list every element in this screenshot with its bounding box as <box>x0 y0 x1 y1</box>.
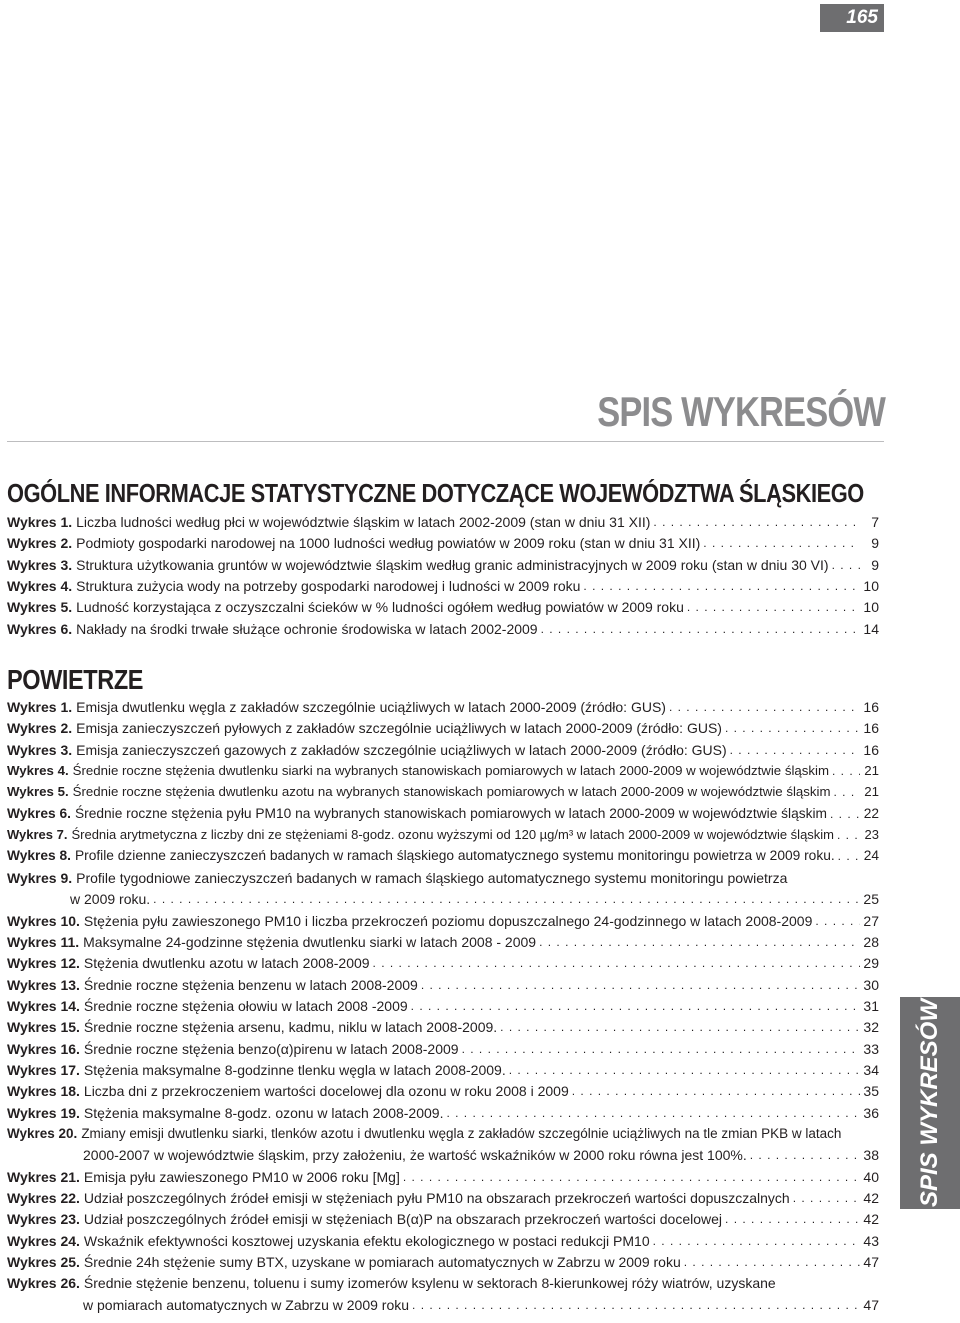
entry-label: Wykres 20. <box>7 1126 78 1141</box>
entry-title: Średnie roczne stężenia dwutlenku azotu na wybranych stanowiskach pomiarowych w latach 2000-2009 w województwie śląskim <box>72 784 831 800</box>
section-heading: POWIETRZE <box>7 664 144 695</box>
entry-title: Stężenia maksymalne 8-godz. ozonu w latach 2008-2009. <box>83 1104 444 1121</box>
entry-title-continuation: w pomiarach automatycznych w Zabrzu w 2009 roku <box>83 1296 410 1313</box>
title-divider <box>7 441 884 442</box>
entry-label: Wykres 2. <box>7 535 73 552</box>
entry-label: Wykres 4. <box>7 763 69 779</box>
entry-label: Wykres 12. <box>7 955 80 972</box>
entry-page-number[interactable]: 40 <box>863 1168 879 1185</box>
entry-title: Profile tygodniowe zanieczyszczeń badanych w ramach śląskiego automatycznego systemu monitoringu powietrza <box>76 869 788 886</box>
toc-entry[interactable] <box>7 740 879 760</box>
dot-leader <box>412 1295 860 1315</box>
entry-page-number[interactable]: 36 <box>863 1104 879 1121</box>
toc-entry[interactable] <box>7 597 879 617</box>
toc-entry[interactable] <box>7 1081 879 1101</box>
entry-title: Udział poszczególnych źródeł emisji w stężeniach B(α)P na obszarach przekroczeń wartości docelowej <box>83 1211 723 1228</box>
dot-leader <box>838 846 860 866</box>
entry-label: Wykres 16. <box>7 1040 80 1057</box>
toc-entry[interactable] <box>7 804 879 824</box>
entry-label: Wykres 3. <box>7 741 73 758</box>
entry-title: Średnie roczne stężenia benzo(α)pirenu w latach 2008-2009 <box>83 1040 459 1057</box>
entry-page-number[interactable]: 16 <box>863 699 879 715</box>
entry-label: Wykres 10. <box>7 912 80 929</box>
entry-page-number[interactable]: 42 <box>863 1190 879 1207</box>
toc-entry[interactable] <box>7 825 879 845</box>
toc-entry-continuation[interactable] <box>70 889 879 909</box>
entry-label: Wykres 5. <box>7 599 73 616</box>
toc-entry[interactable] <box>7 718 879 738</box>
entry-page-number[interactable]: 9 <box>871 535 879 552</box>
dot-leader <box>403 1167 860 1187</box>
entry-page-number[interactable]: 14 <box>863 620 879 637</box>
page-number: 165 <box>820 4 884 32</box>
toc-entry[interactable] <box>7 1017 879 1037</box>
entry-page-number[interactable]: 23 <box>864 827 879 843</box>
dot-leader <box>421 975 860 995</box>
toc-entry[interactable] <box>7 996 879 1016</box>
toc-entry[interactable] <box>7 1273 879 1293</box>
entry-label: Wykres 8. <box>7 848 71 864</box>
toc-entry[interactable] <box>7 533 879 553</box>
dot-leader <box>725 718 860 738</box>
entry-title: Emisja pyłu zawieszonego PM10 w 2006 roku [Mg] <box>83 1168 400 1185</box>
entry-title: Liczba dni z przekroczeniem wartości docelowej dla ozonu w roku 2008 i 2009 <box>83 1083 569 1100</box>
toc-entry-continuation[interactable] <box>83 1145 879 1165</box>
dot-leader <box>653 512 860 532</box>
entry-title: Średnie stężenie benzenu, toluenu i sumy izomerów ksylenu w sektorach 8-kierunkowej róży wiatrów, uzyskane <box>83 1275 776 1292</box>
toc-entry[interactable] <box>7 975 879 995</box>
entry-label: Wykres 22. <box>7 1190 80 1207</box>
entry-label: Wykres 3. <box>7 556 73 573</box>
entry-title: Struktura zużycia wody na potrzeby gospodarki narodowej i ludności w 2009 roku <box>76 578 581 595</box>
entry-page-number[interactable]: 38 <box>863 1147 879 1164</box>
entry-title: Podmioty gospodarki narodowej na 1000 ludności według powiatów w 2009 roku (stan w dniu 31 XII) <box>76 535 701 552</box>
entry-page-number[interactable]: 47 <box>863 1254 879 1271</box>
dot-leader <box>541 619 860 639</box>
entry-page-number[interactable]: 10 <box>863 578 879 595</box>
entry-page-number[interactable]: 21 <box>864 784 879 800</box>
toc-entry[interactable] <box>7 1209 879 1229</box>
dot-leader <box>446 1103 860 1123</box>
entry-label: Wykres 9. <box>7 869 73 886</box>
dot-leader <box>684 1252 860 1272</box>
toc-entry[interactable] <box>7 868 879 888</box>
entry-label: Wykres 25. <box>7 1254 80 1271</box>
entry-label: Wykres 26. <box>7 1275 80 1292</box>
dot-leader <box>462 1039 860 1059</box>
entry-page-number[interactable]: 29 <box>863 955 879 972</box>
entry-page-number[interactable]: 21 <box>864 763 879 779</box>
toc-entry[interactable] <box>7 846 879 866</box>
toc-entry[interactable] <box>7 1039 879 1059</box>
dot-leader <box>373 953 860 973</box>
entry-title: Emisja zanieczyszczeń gazowych z zakładów szczególnie uciążliwych w latach 2000-2009 (źródło: GUS) <box>76 741 727 758</box>
entry-title: Emisja dwutlenku węgla z zakładów szczególnie uciążliwych w latach 2000-2009 (źródło: GUS) <box>76 699 666 715</box>
entry-label: Wykres 19. <box>7 1104 80 1121</box>
toc-entry[interactable] <box>7 1167 879 1187</box>
dot-leader <box>669 697 860 717</box>
entry-label: Wykres 23. <box>7 1211 80 1228</box>
dot-leader <box>832 761 860 781</box>
toc-entry[interactable] <box>7 1252 879 1272</box>
entry-page-number[interactable]: 16 <box>863 741 879 758</box>
entry-page-number[interactable]: 43 <box>863 1232 879 1249</box>
entry-page-number[interactable]: 16 <box>863 720 879 737</box>
entry-label: Wykres 1. <box>7 514 73 530</box>
entry-title: Udział poszczególnych źródeł emisji w stężeniach pyłu PM10 na obszarach przekroczeń wartości dopuszczalnych <box>83 1190 790 1207</box>
toc-entry[interactable] <box>7 512 879 532</box>
entry-page-number[interactable]: 27 <box>863 912 879 929</box>
dot-leader <box>500 1017 860 1037</box>
entry-label: Wykres 13. <box>7 976 80 993</box>
entry-label: Wykres 7. <box>7 827 68 843</box>
page-title: SPIS WYKRESÓW <box>597 388 885 435</box>
dot-leader <box>815 911 860 931</box>
entry-page-number[interactable]: 32 <box>863 1019 879 1036</box>
entry-label: Wykres 15. <box>7 1019 80 1036</box>
entry-page-number[interactable]: 30 <box>863 976 879 993</box>
entry-label: Wykres 1. <box>7 699 73 715</box>
entry-title: Średnie roczne stężenia pyłu PM10 na wybranych stanowiskach pomiarowych w latach 2000-2009 w województwie śląskim <box>74 805 828 821</box>
dot-leader <box>703 533 860 553</box>
side-tab-label: SPIS WYKRESÓW <box>916 998 943 1208</box>
entry-page-number[interactable]: 9 <box>871 556 879 573</box>
dot-leader <box>730 740 860 760</box>
dot-leader <box>793 1188 860 1208</box>
entry-label: Wykres 2. <box>7 720 73 737</box>
dot-leader <box>653 1231 860 1251</box>
entry-page-number[interactable]: 34 <box>863 1061 879 1078</box>
entry-label: Wykres 24. <box>7 1232 80 1249</box>
entry-title: Stężenia maksymalne 8-godzinne tlenku węgla w latach 2008-2009. <box>83 1061 506 1078</box>
dot-leader <box>411 996 860 1016</box>
entry-title: Liczba ludności według płci w województwie śląskim w latach 2002-2009 (stan w dniu 31 XII) <box>76 514 651 530</box>
section-heading: OGÓLNE INFORMACJE STATYSTYCZNE DOTYCZĄCE WOJEWÓDZTWA ŚLĄSKIEGO <box>7 478 864 508</box>
toc-entry[interactable] <box>7 911 879 931</box>
toc-entry[interactable] <box>7 619 879 639</box>
toc-entry[interactable] <box>7 1060 879 1080</box>
entry-label: Wykres 6. <box>7 620 73 637</box>
entry-page-number[interactable]: 28 <box>863 933 879 950</box>
dot-leader <box>834 782 861 802</box>
entry-title: Nakłady na środki trwałe służące ochronie środowiska w latach 2002-2009 <box>76 620 538 637</box>
entry-label: Wykres 5. <box>7 784 69 800</box>
dot-leader <box>687 597 860 617</box>
entry-label: Wykres 18. <box>7 1083 80 1100</box>
entry-title: Zmiany emisji dwutlenku siarki, tlenków azotu i dwutlenku węgla z zakładów szczególnie uciążliwych na tle zmian PKB w latach <box>81 1126 842 1141</box>
entry-title: Profile dzienne zanieczyszczeń badanych w ramach śląskiego automatycznego systemu monitoringu powietrza w 2009 roku. <box>74 848 835 864</box>
entry-title: Średnia arytmetyczna z liczby dni ze stężeniami 8-godz. ozonu wyższymi od 120 µg/m³ w latach 2000-2009 w województwie śląskim <box>71 827 835 843</box>
entry-title: Stężenia pyłu zawieszonego PM10 i liczba przekroczeń poziomu dopuszczalnego 24-godzinnego w latach 2008-2009 <box>83 912 813 929</box>
entry-title: Średnie roczne stężenia ołowiu w latach 2008 -2009 <box>83 997 408 1014</box>
entry-title: Średnie roczne stężenia arsenu, kadmu, niklu w latach 2008-2009. <box>83 1019 498 1036</box>
entry-page-number[interactable]: 24 <box>863 848 879 864</box>
entry-title: Średnie roczne stężenia benzenu w latach 2008-2009 <box>83 976 418 993</box>
entry-page-number[interactable]: 33 <box>863 1040 879 1057</box>
entry-label: Wykres 6. <box>7 805 71 821</box>
entry-title: Emisja zanieczyszczeń pyłowych z zakładów szczególnie uciążliwych w latach 2000-2009 (źródło: GUS) <box>76 720 722 737</box>
entry-title: Ludność korzystająca z oczyszczalni ścieków w % ludności ogółem według powiatów w 2009 roku <box>76 599 684 616</box>
entry-label: Wykres 4. <box>7 578 73 595</box>
toc-entry[interactable] <box>7 1103 879 1123</box>
toc-entry[interactable] <box>7 953 879 973</box>
entry-page-number[interactable]: 22 <box>863 805 879 821</box>
entry-title-continuation: w 2009 roku. <box>70 891 151 908</box>
toc-entry[interactable] <box>7 1124 879 1144</box>
toc-entry[interactable] <box>7 761 879 781</box>
toc-entry[interactable] <box>7 782 879 802</box>
entry-title: Struktura użytkowania gruntów w województwie śląskim według granic administracyjnych w 2009 roku (stan w dniu 30 VI) <box>76 556 829 573</box>
toc-entry[interactable] <box>7 555 879 575</box>
entry-title: Wskaźnik efektywności kosztowej uzyskania efektu ekologicznego w postaci redukcji PM10 <box>83 1232 650 1249</box>
entry-title-continuation: 2000-2007 w województwie śląskim, przy założeniu, że wartość wskaźników w 2000 roku równa jest 100%. <box>83 1147 747 1164</box>
entry-title: Stężenia dwutlenku azotu w latach 2008-2009 <box>83 955 370 972</box>
entry-page-number[interactable]: 25 <box>863 891 879 908</box>
dot-leader <box>509 1060 860 1080</box>
entry-page-number[interactable]: 7 <box>871 514 879 530</box>
dot-leader <box>153 889 860 909</box>
entry-label: Wykres 11. <box>7 933 80 950</box>
dot-leader <box>837 825 860 845</box>
toc-entry-continuation[interactable] <box>83 1295 879 1315</box>
entry-label: Wykres 21. <box>7 1168 80 1185</box>
entry-title: Maksymalne 24-godzinne stężenia dwutlenku siarki w latach 2008 - 2009 <box>83 933 537 950</box>
dot-leader <box>725 1209 860 1229</box>
entry-page-number[interactable]: 47 <box>863 1296 879 1313</box>
toc-entry[interactable] <box>7 576 879 596</box>
toc-entry[interactable] <box>7 1188 879 1208</box>
entry-page-number[interactable]: 31 <box>863 997 879 1014</box>
dot-leader <box>830 804 860 824</box>
entry-title: Średnie 24h stężenie sumy BTX, uzyskane w pomiarach automatycznych w Zabrzu w 2009 roku <box>83 1254 681 1271</box>
toc-entry[interactable] <box>7 932 879 952</box>
toc-entry[interactable] <box>7 1231 879 1251</box>
toc-entry[interactable] <box>7 697 879 717</box>
dot-leader <box>583 576 860 596</box>
entry-page-number[interactable]: 42 <box>863 1211 879 1228</box>
dot-leader <box>750 1145 860 1165</box>
entry-label: Wykres 14. <box>7 997 80 1014</box>
entry-page-number[interactable]: 35 <box>863 1083 879 1100</box>
entry-label: Wykres 17. <box>7 1061 80 1078</box>
entry-page-number[interactable]: 10 <box>863 599 879 616</box>
entry-title: Średnie roczne stężenia dwutlenku siarki na wybranych stanowiskach pomiarowych w latach 2000-2009 w województwie śląskim <box>72 763 829 779</box>
dot-leader <box>832 555 860 575</box>
dot-leader <box>572 1081 860 1101</box>
dot-leader <box>539 932 860 952</box>
